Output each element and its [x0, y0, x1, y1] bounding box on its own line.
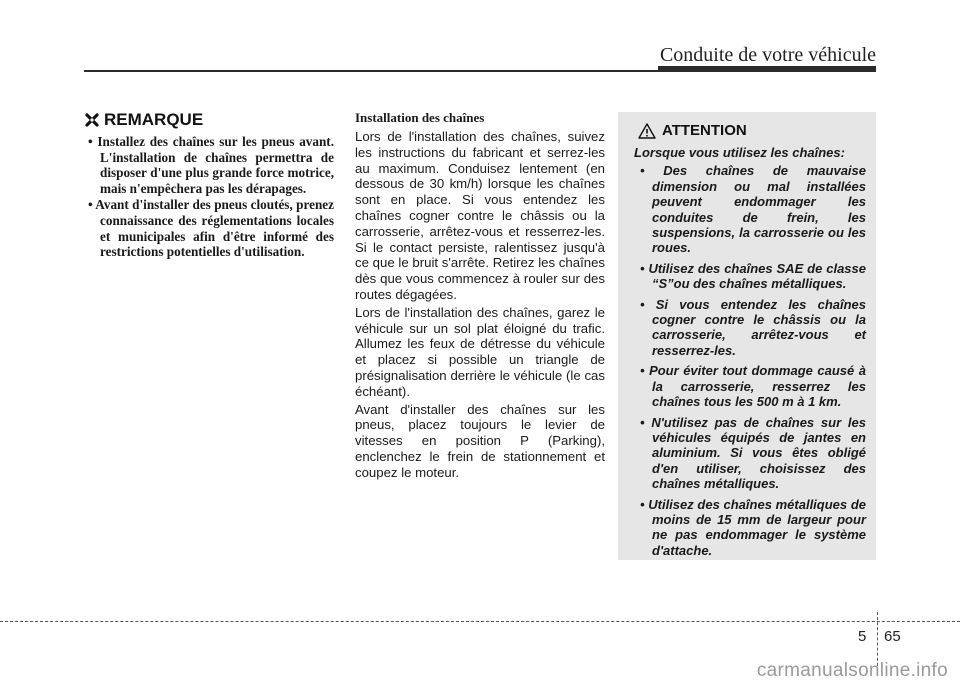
remark-section: [84, 110, 334, 261]
remark-item: • Avant d'installer des pneus cloutés, prenez connaissance des réglementations locales et municipales afin d'être informé des restrictions potentielles d'utilisation.: [88, 197, 334, 260]
remark-item: • Installez des chaînes sur les pneus avant. L'installation de chaînes permettra de disposer d'une plus grande force motrice, mais n'empêchera pas les dérapages.: [88, 134, 334, 196]
attention-item: • Utilisez des chaînes métalliques de moins de 15 mm de largeur pour ne pas endommager le système d'attache.: [640, 496, 866, 558]
header-rule-accent: [658, 66, 876, 72]
attention-intro: Lorsque vous utilisez les chaînes:: [634, 145, 845, 160]
attention-item: • Des chaînes de mauvaise dimension ou mal installées peuvent endommager les conduites de frein, les suspensions, la carrosserie ou les roues.: [640, 163, 866, 256]
watermark: carmanualsonline.info: [756, 660, 948, 681]
remark-title: REMARQUE: [104, 110, 204, 129]
attention-item: • Pour éviter tout dommage causé à la carrosserie, resserrez les chaînes tous les 500 m à 1 km.: [640, 363, 866, 410]
attention-item: • Si vous entendez les chaînes cogner contre le châssis ou la carrosserie, arrêtez-vous et resserrez-les.: [640, 296, 866, 358]
attention-list: [634, 163, 866, 558]
installation-section: [355, 110, 605, 483]
remark-heading: [84, 110, 334, 130]
installation-paragraph: Lors de l'installation des chaînes, suivez les instructions du fabricant et serrez-les au maximum. Conduisez lentement (en dessous de 30 km/h) lorsque les chaînes sont en place. Si vous entendez les chaînes cogner contre le châssis ou la carrosserie, arrêtez-vous et resserrez-les. Si le contact persiste, ralentissez jusqu'à ce que le bruit s'arrête. Retirez les chaînes dès que vous commencez à rouler sur des routes dégagées.: [355, 129, 605, 302]
attention-box: [618, 112, 876, 560]
asterisk-icon: [84, 112, 100, 128]
chapter-number: 5: [858, 628, 867, 645]
page-header-title: Conduite de votre véhicule: [659, 44, 876, 66]
attention-item: • N'utilisez pas de chaînes sur les véhicules équipés de jantes en aluminium. Si vous êtes obligé d'en utiliser, choisissez des chaînes métalliques.: [640, 414, 866, 492]
footer-rule: [0, 621, 960, 622]
remark-list: [84, 134, 334, 260]
installation-paragraph: Avant d'installer des chaînes sur les pneus, placez toujours le levier de vitesses en position P (Parking), enclenchez le frein de stationnement et coupez le moteur.: [355, 401, 605, 480]
warning-triangle-icon: [638, 123, 656, 139]
installation-title: Installation des chaînes: [355, 110, 485, 125]
page-number: 65: [884, 628, 901, 645]
attention-title: ATTENTION: [662, 122, 747, 139]
installation-paragraph: Lors de l'installation des chaînes, garez le véhicule sur un sol plat éloigné du trafic. Allumez les feux de détresse du véhicule et placez si possible un triangle de présignalisation derrière le véhicule (le cas échéant).: [355, 304, 605, 399]
attention-item: • Utilisez des chaînes SAE de classe “S”ou des chaînes métalliques.: [640, 260, 866, 292]
attention-heading: [638, 122, 866, 139]
